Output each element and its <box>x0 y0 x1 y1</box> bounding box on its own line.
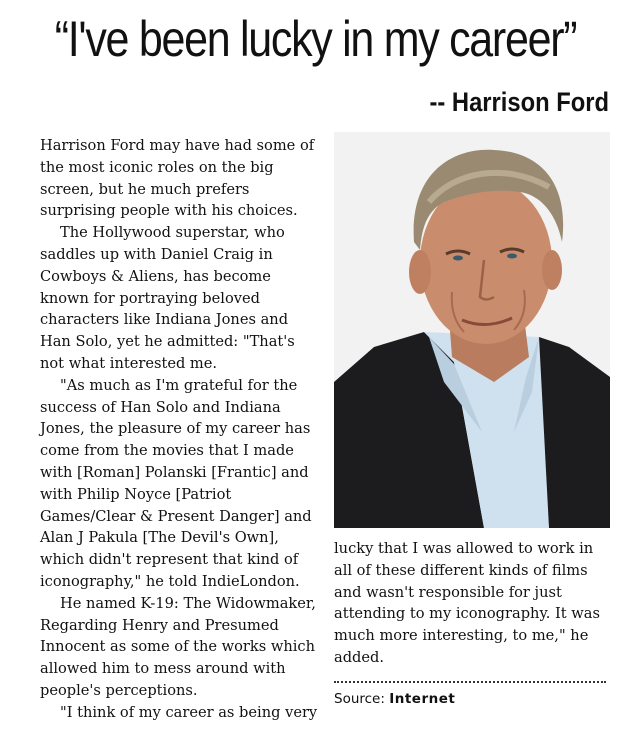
article-left-column <box>40 135 322 724</box>
article-right-column <box>334 538 612 669</box>
paragraph-5: "I think of my career as being very <box>60 703 318 721</box>
paragraph-2: The Hollywood superstar, who saddles up with Daniel Craig in Cowboys & Aliens, has become known for portraying beloved characters like Indiana Jones and Han Solo, yet he admitted: "That's not what interested me. <box>40 224 295 372</box>
headline: “I've been lucky in my career” <box>54 11 577 67</box>
source-value: Internet <box>389 691 456 707</box>
paragraph-4: He named K-19: The Widowmaker, Regarding Henry and Presumed Innocent as some of the works which allowed him to mess around with people's perceptions. <box>40 594 316 699</box>
source-label: Source: <box>334 691 385 707</box>
byline: -- Harrison Ford <box>429 87 609 117</box>
paragraph-6: lucky that I was allowed to work in all of these different kinds of films and wasn't responsible for just attending to my iconography. It was much more interesting, to me," he added. <box>334 540 600 666</box>
dotted-divider <box>334 681 606 683</box>
harrison-ford-photo <box>334 132 610 528</box>
source-line <box>334 691 455 707</box>
paragraph-1: Harrison Ford may have had some of the most iconic roles on the big screen, but he much prefers surprising people with his choices. <box>40 137 315 220</box>
paragraph-3: "As much as I'm grateful for the success of Han Solo and Indiana Jones, the pleasure of my career has come from the movies that I made with [Roman] Polanski [Frantic] and with Philip Noyce [Patriot Games/Clear & Present Danger] and Alan J Pakula [The Devil's Own], which didn't represent that kind of iconography," he told IndieLondon. <box>40 376 312 590</box>
